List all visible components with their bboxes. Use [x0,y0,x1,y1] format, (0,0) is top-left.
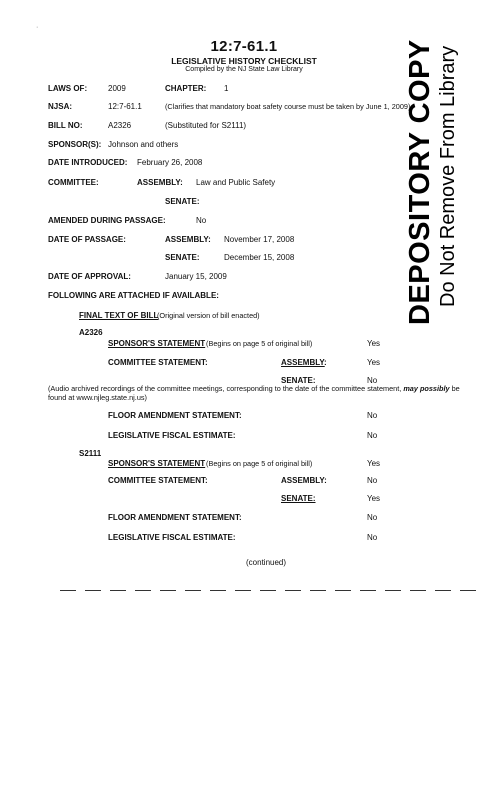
s2111-floor-amendment-value: No [367,513,378,522]
continued-note: (continued) [246,558,287,567]
laws-of-label: LAWS OF: [48,84,88,93]
rule-dash [310,590,326,591]
rule-dash [160,590,176,591]
s2111-committee-assembly-value: No [367,476,378,485]
passage-assembly-label: ASSEMBLY: [165,235,211,244]
njsa-value: 12:7-61.1 [108,102,142,111]
passage-senate-label: SENATE: [165,253,200,262]
final-text-note: (Original version of bill enacted) [157,311,260,320]
s2111-fiscal-estimate-label: LEGISLATIVE FISCAL ESTIMATE: [108,533,236,542]
a2326-committee-statement-label: COMMITTEE STATEMENT: [108,358,208,367]
compiler-line: Compiled by the NJ State Law Library [185,66,303,73]
committee-assembly-value: Law and Public Safety [196,178,276,187]
s2111-floor-amendment-label: FLOOR AMENDMENT STATEMENT: [108,513,242,522]
njsa-label: NJSA: [48,102,73,111]
a2326-floor-amendment-value: No [367,411,378,420]
a2326-fiscal-estimate-value: No [367,431,378,440]
rule-dash [210,590,226,591]
passage-assembly-value: November 17, 2008 [224,235,295,244]
date-introduced-value: February 26, 2008 [137,158,203,167]
following-label: FOLLOWING ARE ATTACHED IF AVAILABLE: [48,291,219,300]
a2326-committee-senate-value: No [367,376,378,385]
approval-label: DATE OF APPROVAL: [48,272,131,281]
chapter-label: CHAPTER: [165,84,207,93]
rule-dash [285,590,301,591]
rule-dash [110,590,126,591]
s2111-sponsor-statement-note: : (Begins on page 5 of original bill) [202,459,313,468]
bill-no-note: (Substituted for S2111) [165,121,247,130]
date-introduced-label: DATE INTRODUCED: [48,158,128,167]
s2111-committee-statement-label: COMMITTEE STATEMENT: [108,476,208,485]
a2326-assembly-colon: : [324,358,327,367]
committee-senate-label: SENATE: [165,197,200,206]
s2111-committee-assembly-label: ASSEMBLY: [281,476,327,485]
a2326-sponsor-statement-value: Yes [367,339,381,348]
approval-value: January 15, 2009 [165,272,227,281]
committee-assembly-label: ASSEMBLY: [137,178,183,187]
rule-dash [460,590,476,591]
s2111-fiscal-estimate-value: No [367,533,378,542]
passage-label: DATE OF PASSAGE: [48,235,126,244]
sponsors-label: SPONSOR(S): [48,140,102,149]
a2326-heading: A2326 [79,328,103,337]
sponsors-value: Johnson and others [108,140,179,149]
rule-dash [385,590,401,591]
committee-label: COMMITTEE: [48,178,99,187]
final-text-label: FINAL TEXT OF BILL [79,311,159,320]
dashed-rule [60,590,480,594]
rule-dash [135,590,151,591]
s2111-sponsor-statement-label: SPONSOR'S STATEMENT [108,459,206,468]
a2326-sponsor-statement-note: : (Begins on page 5 of original bill) [202,339,313,348]
chapter-value: 1 [224,84,229,93]
a2326-committee-assembly-label: ASSEMBLY [281,358,325,367]
rule-dash [360,590,376,591]
a2326-committee-senate-label: SENATE: [281,376,316,385]
a2326-floor-amendment-label: FLOOR AMENDMENT STATEMENT: [108,411,242,420]
s2111-committee-senate-value: Yes [367,494,381,503]
rule-dash [235,590,251,591]
a2326-fiscal-estimate-label: LEGISLATIVE FISCAL ESTIMATE: [108,431,236,440]
statute-number: 12:7-61.1 [210,38,278,55]
s2111-committee-senate-label: SENATE: [281,494,316,503]
bill-no-label: BILL NO: [48,121,83,130]
rule-dash [410,590,426,591]
speck-mark: · [36,24,39,31]
amended-label: AMENDED DURING PASSAGE: [48,216,166,225]
rule-dash [435,590,451,591]
rule-dash [85,590,101,591]
amended-value: No [196,216,207,225]
s2111-sponsor-statement-value: Yes [367,459,381,468]
rule-dash [335,590,351,591]
rule-dash [185,590,201,591]
a2326-sponsor-statement-label: SPONSOR'S STATEMENT [108,339,206,348]
a2326-committee-assembly-value: Yes [367,358,381,367]
rule-dash [60,590,76,591]
document-title: LEGISLATIVE HISTORY CHECKLIST [171,56,317,66]
bill-no-value: A2326 [108,121,132,130]
rule-dash [260,590,276,591]
laws-of-value: 2009 [108,84,126,93]
stamp-depository-copy: DEPOSITORY COPY [404,39,436,325]
stamp-do-not-remove: Do Not Remove From Library [437,45,459,307]
s2111-heading: S2111 [79,449,102,458]
passage-senate-value: December 15, 2008 [224,253,295,262]
njsa-note: (Clarifies that mandatory boat safety course must be taken by June 1, 2009) [165,102,411,111]
audio-archive-note: (Audio archived recordings of the committee meetings, corresponding to the date of the committee statement, may possibly be found at www.njleg.state.nj.us) [48,384,460,402]
